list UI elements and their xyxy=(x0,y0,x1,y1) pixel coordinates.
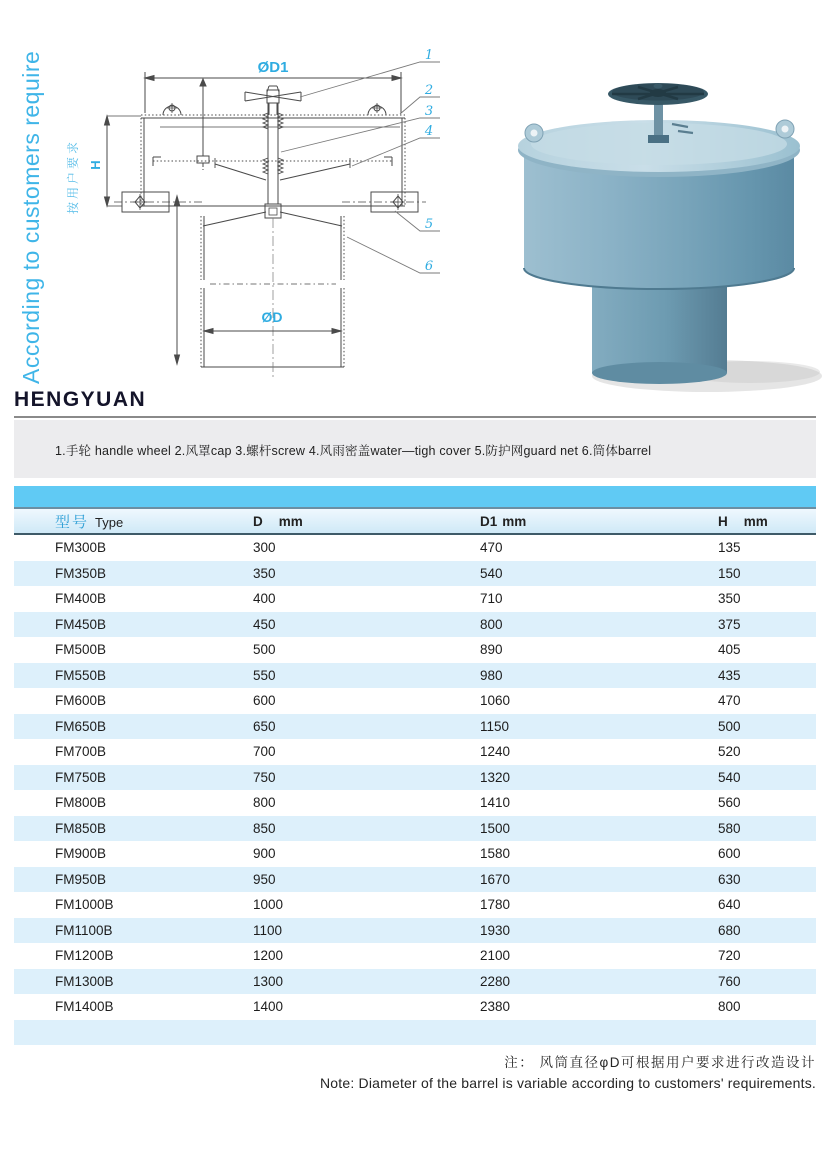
header-type-zh: 型号 xyxy=(55,513,90,531)
table-row xyxy=(14,969,816,995)
cell-h: 800 xyxy=(718,999,741,1015)
cell-d1: 2380 xyxy=(480,999,511,1015)
cell-d: 1000 xyxy=(253,897,284,913)
cell-h: 600 xyxy=(718,846,741,862)
cell-d: 600 xyxy=(253,693,276,709)
table-top-bar xyxy=(14,486,816,509)
cell-d: 700 xyxy=(253,744,276,760)
dim-label-d: ØD xyxy=(261,309,283,325)
table-row xyxy=(14,612,816,638)
cell-d1: 1500 xyxy=(480,820,511,836)
cell-type: FM850B xyxy=(55,820,107,836)
table-row xyxy=(14,943,816,969)
side-caption-english: According to customers require xyxy=(18,50,44,384)
cell-d: 1200 xyxy=(253,948,284,964)
cell-h: 435 xyxy=(718,667,741,683)
cell-type: FM800B xyxy=(55,795,107,811)
header-type-en: Type xyxy=(95,514,124,530)
cell-d1: 2280 xyxy=(480,973,511,989)
cell-h: 350 xyxy=(718,591,741,607)
cell-h: 640 xyxy=(718,897,741,913)
cell-d1: 1320 xyxy=(480,769,511,785)
cell-type: FM1300B xyxy=(55,973,114,989)
spec-table-rows xyxy=(14,535,816,1045)
cell-type: FM300B xyxy=(55,540,107,556)
cell-d: 950 xyxy=(253,871,276,887)
part-number-5: 5 xyxy=(424,217,434,232)
cell-d: 1400 xyxy=(253,999,284,1015)
cell-type: FM950B xyxy=(55,871,107,887)
footnotes xyxy=(320,1051,816,1091)
cell-h: 150 xyxy=(718,565,741,581)
table-row xyxy=(14,663,816,689)
header-h: H mm xyxy=(718,513,768,529)
cell-d: 850 xyxy=(253,820,276,836)
cell-type: FM1000B xyxy=(55,897,114,913)
cell-h: 135 xyxy=(718,540,741,556)
cell-d1: 2100 xyxy=(480,948,511,964)
cell-d1: 1240 xyxy=(480,744,511,760)
cell-d1: 800 xyxy=(480,616,503,632)
cell-d: 500 xyxy=(253,642,276,658)
cell-h: 375 xyxy=(718,616,741,632)
cell-type: FM650B xyxy=(55,718,107,734)
footnote-english: Note: Diameter of the barrel is variable according to customers' requirements. xyxy=(319,1075,816,1091)
table-row xyxy=(14,688,816,714)
cell-type: FM1100B xyxy=(55,922,113,938)
part-number-4: 4 xyxy=(424,124,434,139)
cell-type: FM700B xyxy=(55,744,107,760)
table-row xyxy=(14,561,816,587)
cell-h: 540 xyxy=(718,769,741,785)
table-row xyxy=(14,841,816,867)
part-number-6: 6 xyxy=(424,259,434,274)
cell-d: 800 xyxy=(253,795,276,811)
table-row xyxy=(14,637,816,663)
cell-type: FM450B xyxy=(55,616,107,632)
cell-d1: 1150 xyxy=(480,718,510,734)
lifting-lug-left xyxy=(525,124,543,142)
heading-divider xyxy=(14,416,816,418)
cell-d1: 540 xyxy=(480,565,503,581)
cell-h: 760 xyxy=(718,973,741,989)
side-caption-chinese: 按用户要求 xyxy=(66,138,80,214)
cell-d: 900 xyxy=(253,846,276,862)
part-number-2: 2 xyxy=(424,83,434,98)
footnote-chinese: 注： 风筒直径φD可根据用户要求进行改造设计 xyxy=(504,1055,816,1070)
table-row xyxy=(14,790,816,816)
cell-d: 750 xyxy=(253,769,276,785)
cell-d: 300 xyxy=(253,540,276,556)
cell-h: 560 xyxy=(718,795,741,811)
cell-d1: 1410 xyxy=(480,795,511,811)
cell-d: 400 xyxy=(253,591,276,607)
dim-label-d1: ØD1 xyxy=(257,59,289,76)
cell-d1: 1670 xyxy=(480,871,511,887)
cell-type: FM1200B xyxy=(55,948,114,964)
technical-drawing xyxy=(86,40,470,388)
cell-h: 720 xyxy=(718,948,741,964)
table-row xyxy=(14,994,816,1020)
table-row xyxy=(14,586,816,612)
cell-h: 520 xyxy=(718,744,741,760)
part-number-1: 1 xyxy=(424,48,434,63)
cell-d: 1100 xyxy=(253,922,283,938)
table-row xyxy=(14,765,816,791)
table-row xyxy=(14,739,816,765)
cell-h: 630 xyxy=(718,871,741,887)
cell-d: 450 xyxy=(253,616,276,632)
table-row xyxy=(14,714,816,740)
cell-d1: 1580 xyxy=(480,846,511,862)
parts-legend-text: 1.手轮 handle wheel 2.风罩cap 3.螺杆screw 4.风雨密盖water—tigh cover 5.防护网guard net 6.筒体barrel xyxy=(55,444,652,458)
cell-d1: 1930 xyxy=(480,922,511,938)
cell-type: FM750B xyxy=(55,769,107,785)
cell-d1: 1780 xyxy=(480,897,511,913)
cell-h: 470 xyxy=(718,693,741,709)
table-row xyxy=(14,1020,816,1046)
cell-type: FM900B xyxy=(55,846,107,862)
cell-d1: 470 xyxy=(480,540,503,556)
cell-d1: 980 xyxy=(480,667,503,683)
header-d: D mm xyxy=(253,513,303,529)
cell-h: 405 xyxy=(718,642,741,658)
cell-type: FM550B xyxy=(55,667,107,683)
parts-legend-box xyxy=(14,420,816,478)
header-d1: D1 mm xyxy=(480,513,527,529)
cell-h: 500 xyxy=(718,718,741,734)
cell-type: FM350B xyxy=(55,565,107,581)
cell-d: 350 xyxy=(253,565,276,581)
cell-d: 650 xyxy=(253,718,276,734)
cell-d: 1300 xyxy=(253,973,284,989)
table-row xyxy=(14,535,816,561)
table-header-row xyxy=(14,509,816,535)
table-row xyxy=(14,918,816,944)
product-photo xyxy=(492,38,827,403)
cell-type: FM500B xyxy=(55,642,107,658)
cell-type: FM1400B xyxy=(55,999,114,1015)
part-number-3: 3 xyxy=(424,104,434,119)
brand-title: HENGYUAN xyxy=(14,388,147,411)
cell-d1: 710 xyxy=(480,591,503,607)
cell-type: FM600B xyxy=(55,693,107,709)
spec-table xyxy=(14,486,816,1045)
cell-h: 580 xyxy=(718,820,741,836)
table-row xyxy=(14,816,816,842)
table-row xyxy=(14,867,816,893)
cell-h: 680 xyxy=(718,922,741,938)
table-row xyxy=(14,892,816,918)
lifting-lug-right xyxy=(776,120,794,138)
cell-d1: 1060 xyxy=(480,693,511,709)
header-type xyxy=(14,511,212,532)
dim-label-h: H xyxy=(88,160,103,170)
cell-d: 550 xyxy=(253,667,276,683)
cell-type: FM400B xyxy=(55,591,107,607)
cell-d1: 890 xyxy=(480,642,503,658)
